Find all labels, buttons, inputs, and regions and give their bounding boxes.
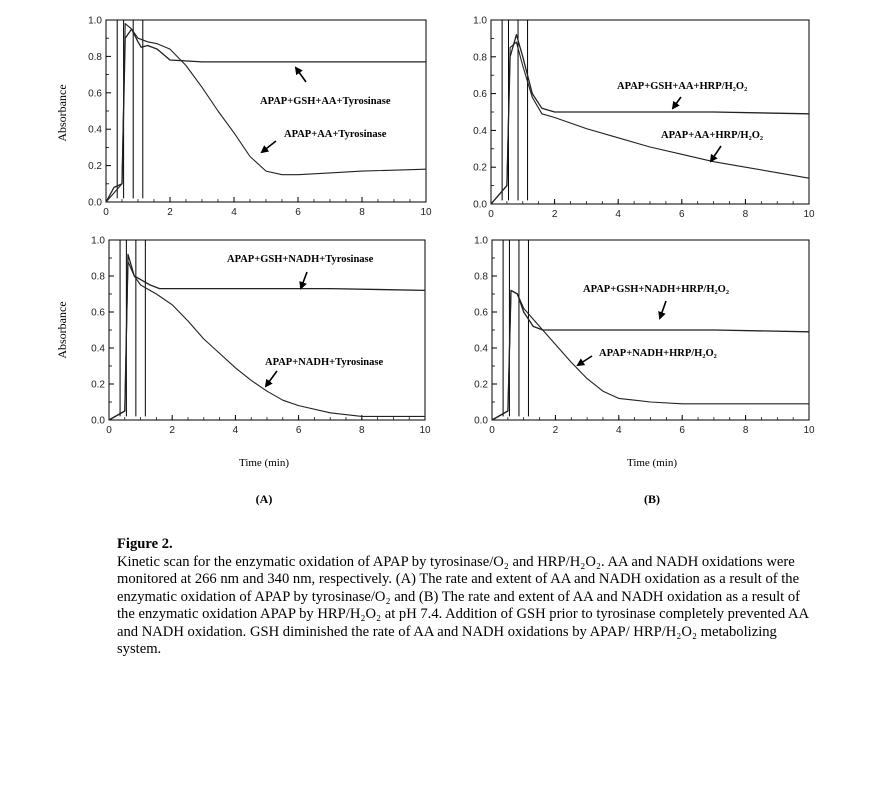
y-tick-label: 0.0 <box>88 197 102 209</box>
arrow-b-bottom-2 <box>578 356 592 365</box>
y-tick-label: 1.0 <box>91 235 105 247</box>
y-tick-label: 0.4 <box>88 124 102 136</box>
y-tick-label: 0.8 <box>91 271 105 283</box>
x-tick-label: 10 <box>803 209 815 220</box>
x-tick-label: 4 <box>615 209 621 220</box>
caption-body: Kinetic scan for the enzymatic oxidation of APAP by tyrosinase/O₂ and HRP/H₂O₂. AA and NADH oxidations were monitored at 266 nm and 340 nm, respectively. (A) The rate and extent of AA and NADH oxidation as a result of the enzymatic oxidation of APAP by tyrosinase/O₂ and (B) The rate and extent of AA and NADH oxidation as a result of the enzymatic oxidation APAP by HRP/H₂O₂ at pH 7.4. Addition of GSH prior to tyrosinase completely prevented AA and NADH oxidation. GSH diminished the rate of AA and NADH oxidations by APAP/ HRP/H₂O₂ metabolizing system. <box>117 553 809 657</box>
panel-label-a: (A) <box>255 492 273 506</box>
arrow-a-bottom-2 <box>266 371 277 386</box>
arrow-a-top-1 <box>296 68 306 82</box>
y-tick-label: 0.6 <box>473 89 487 101</box>
annotation-a-top-2: APAP+AA+Tyrosinase <box>284 129 387 140</box>
x-tick-label: 0 <box>103 207 109 218</box>
arrow-b-top-1 <box>673 97 681 108</box>
panel-label-b: (B) <box>644 492 660 506</box>
arrow-b-top-2 <box>711 146 721 161</box>
x-tick-label: 4 <box>232 425 239 436</box>
x-tick-label: 2 <box>167 207 173 218</box>
arrow-a-top-2 <box>262 141 276 152</box>
series-line-2 <box>106 24 426 202</box>
y-tick-label: 0.2 <box>473 162 487 174</box>
x-tick-label: 4 <box>231 207 237 218</box>
x-tick-label: 2 <box>551 209 558 220</box>
x-tick-label: 8 <box>742 425 749 436</box>
y-axis-label-bottom: Absorbance <box>55 301 69 359</box>
chart-b-top <box>473 16 815 221</box>
y-tick-label: 0.2 <box>474 379 488 391</box>
x-tick-label: 6 <box>679 425 685 436</box>
x-tick-label: 8 <box>742 209 749 220</box>
x-axis-title-b: Time (min) <box>626 457 678 469</box>
plot-frame <box>109 240 425 420</box>
arrow-a-bottom-1 <box>301 272 307 288</box>
chart-a-bottom <box>91 236 431 437</box>
annotation-b-top-2: APAP+AA+HRP/H₂O₂ <box>661 130 764 141</box>
y-tick-label: 0.4 <box>474 343 488 355</box>
caption-title: Figure 2. <box>117 536 173 552</box>
y-tick-label: 1.0 <box>473 15 487 27</box>
x-tick-label: 6 <box>679 209 685 220</box>
y-tick-label: 0.0 <box>91 415 105 427</box>
series-line-2 <box>491 42 809 204</box>
y-tick-label: 0.6 <box>88 88 102 100</box>
y-tick-label: 0.8 <box>474 271 488 283</box>
x-tick-label: 0 <box>106 425 112 436</box>
annotation-a-bottom-2: APAP+NADH+Tyrosinase <box>265 357 384 368</box>
y-tick-label: 0.0 <box>473 199 487 211</box>
arrow-b-bottom-1 <box>660 301 666 318</box>
y-tick-label: 0.2 <box>88 161 102 173</box>
y-tick-label: 0.4 <box>473 125 487 137</box>
y-tick-label: 0.4 <box>91 343 105 355</box>
chart-b-bottom <box>474 236 815 437</box>
x-tick-label: 6 <box>295 207 301 218</box>
annotation-b-bottom-2: APAP+NADH+HRP/H₂O₂ <box>599 348 717 359</box>
y-tick-label: 0.6 <box>474 307 488 319</box>
x-tick-label: 6 <box>295 425 302 436</box>
annotation-a-bottom-1: APAP+GSH+NADH+Tyrosinase <box>227 254 374 265</box>
x-tick-label: 10 <box>420 207 432 218</box>
x-tick-label: 10 <box>419 425 431 436</box>
y-tick-label: 1.0 <box>88 15 102 27</box>
x-tick-label: 10 <box>803 425 815 436</box>
y-tick-label: 0.2 <box>91 379 105 391</box>
x-tick-label: 2 <box>169 425 175 436</box>
annotation-a-top-1: APAP+GSH+AA+Tyrosinase <box>260 96 391 107</box>
y-tick-label: 1.0 <box>474 235 488 247</box>
x-tick-label: 2 <box>552 425 559 436</box>
x-axis-title-a: Time (min) <box>238 457 290 469</box>
series-line-1 <box>491 35 809 204</box>
annotation-b-bottom-1: APAP+GSH+NADH+HRP/H₂O₂ <box>583 284 729 295</box>
y-axis-label-top: Absorbance <box>55 84 69 142</box>
x-tick-label: 4 <box>616 425 622 436</box>
series-line-2 <box>109 262 425 420</box>
y-tick-label: 0.8 <box>88 51 102 63</box>
y-tick-label: 0.8 <box>473 52 487 64</box>
annotation-b-top-1: APAP+GSH+AA+HRP/H₂O₂ <box>617 81 748 92</box>
x-tick-label: 0 <box>489 425 495 436</box>
x-tick-label: 0 <box>488 209 494 220</box>
chart-a-top <box>88 16 432 219</box>
series-line-1 <box>106 29 426 202</box>
figure-caption <box>117 536 817 659</box>
y-tick-label: 0.6 <box>91 307 105 319</box>
x-tick-label: 8 <box>359 425 365 436</box>
series-line-1 <box>109 254 425 420</box>
y-tick-label: 0.0 <box>474 415 488 427</box>
x-tick-label: 8 <box>359 207 365 218</box>
